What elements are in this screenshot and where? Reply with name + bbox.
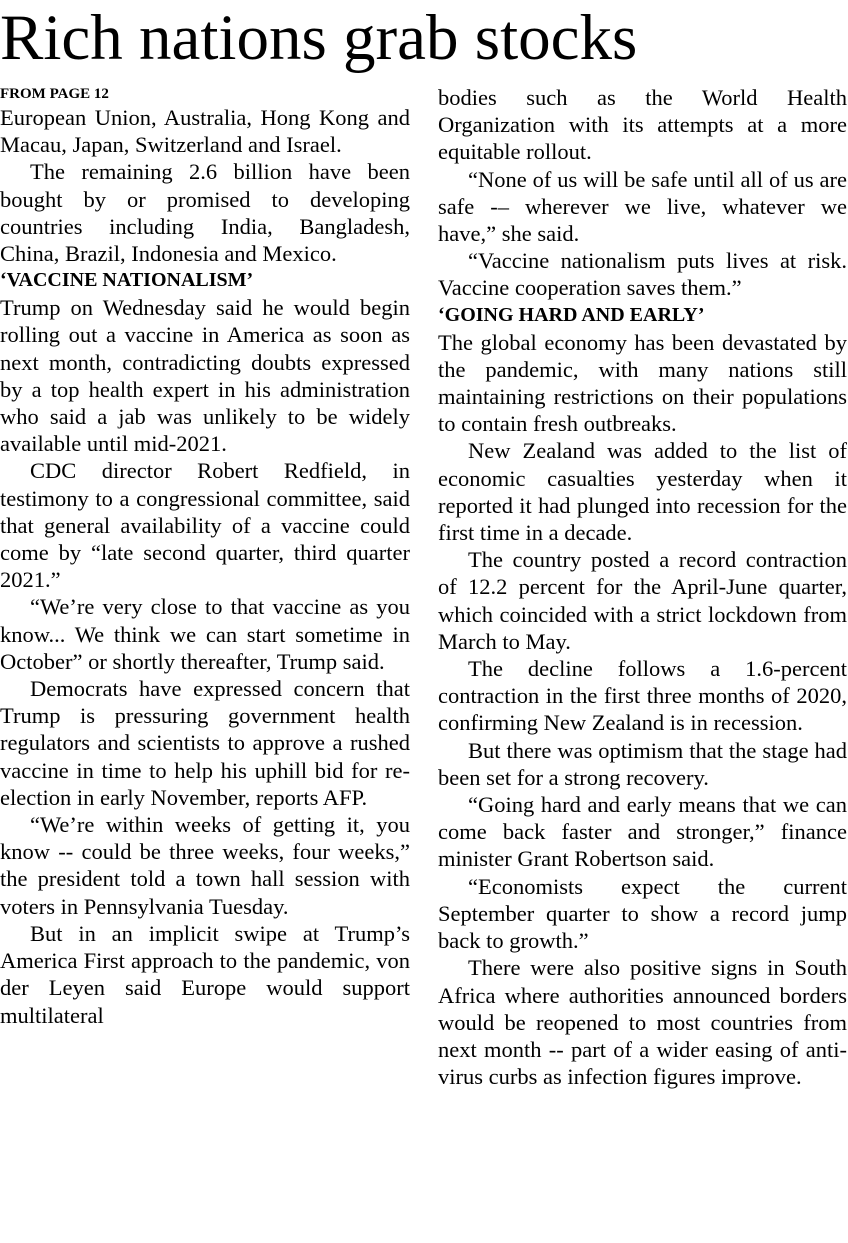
paragraph: “Vaccine nationalism puts lives at risk. Vaccine cooperation saves them.”	[438, 248, 847, 301]
paragraph: But there was optimism that the stage had been set for a strong recovery.	[438, 737, 847, 790]
paragraph: “Economists expect the current September quarter to show a record jump back to growth.”	[438, 873, 847, 954]
paragraph: Trump on Wednesday said he would begin rolling out a vaccine in America as soon as next month, contradicting doubts expressed by a top health expert in his administration who said a jab was unlikely to be widely available until mid-2021.	[0, 295, 410, 457]
paragraph: “We’re very close to that vaccine as you know... We think we can start sometime in October” or shortly thereafter, Trump said.	[0, 594, 410, 674]
paragraph: The country posted a record contraction of 12.2 percent for the April-June quarter, which coincided with a strict lockdown from March to May.	[438, 547, 847, 654]
paragraph: The decline follows a 1.6-percent contraction in the first three months of 2020, confirming New Zealand is in recession.	[438, 656, 847, 736]
right-column	[438, 84, 847, 1090]
paragraph: The remaining 2.6 billion have been bought by or promised to developing countries including India, Bangladesh, China, Brazil, Indonesia and Mexico.	[0, 159, 410, 267]
paragraph: There were also positive signs in South Africa where authorities announced borders would be reopened to most countries from next month -- part of a wider easing of anti-virus curbs as infection figures improve.	[438, 955, 847, 1090]
paragraph: Democrats have expressed concern that Trump is pressuring government health regulators and scientists to approve a rushed vaccine in time to help his uphill bid for re-election in early November, reports AFP.	[0, 676, 410, 810]
paragraph: New Zealand was added to the list of economic casualties yesterday when it reported it had plunged into recession for the first time in a decade.	[438, 438, 847, 546]
headline: Rich nations grab stocks	[0, 2, 638, 74]
paragraph: bodies such as the World Health Organization with its attempts at a more equitable rollout.	[438, 85, 847, 165]
subheading: ‘VACCINE NATIONALISM’	[0, 269, 254, 292]
continued-from-kicker: FROM PAGE 12	[0, 86, 109, 102]
paragraph: “Going hard and early means that we can come back faster and stronger,” finance minister Grant Robertson said.	[438, 792, 847, 872]
paragraph: CDC director Robert Redfield, in testimony to a congressional committee, said that general availability of a vaccine could come by “late second quarter, third quarter 2021.”	[0, 458, 410, 593]
paragraph: “None of us will be safe until all of us are safe -– wherever we live, whatever we have,” she said.	[438, 166, 847, 247]
subheading: ‘GOING HARD AND EARLY’	[438, 303, 705, 326]
paragraph: “We’re within weeks of getting it, you know -- could be three weeks, four weeks,” the president told a town hall session with voters in Pennsylvania Tuesday.	[0, 812, 410, 919]
paragraph: The global economy has been devastated by the pandemic, with many nations still maintaining restrictions on their populations to contain fresh outbreaks.	[438, 329, 847, 437]
paragraph: But in an implicit swipe at Trump’s America First approach to the pandemic, von der Leyen said Europe would support multilateral	[0, 920, 410, 1028]
left-column	[0, 84, 410, 1029]
paragraph: European Union, Australia, Hong Kong and Macau, Japan, Switzerland and Israel.	[0, 105, 410, 158]
